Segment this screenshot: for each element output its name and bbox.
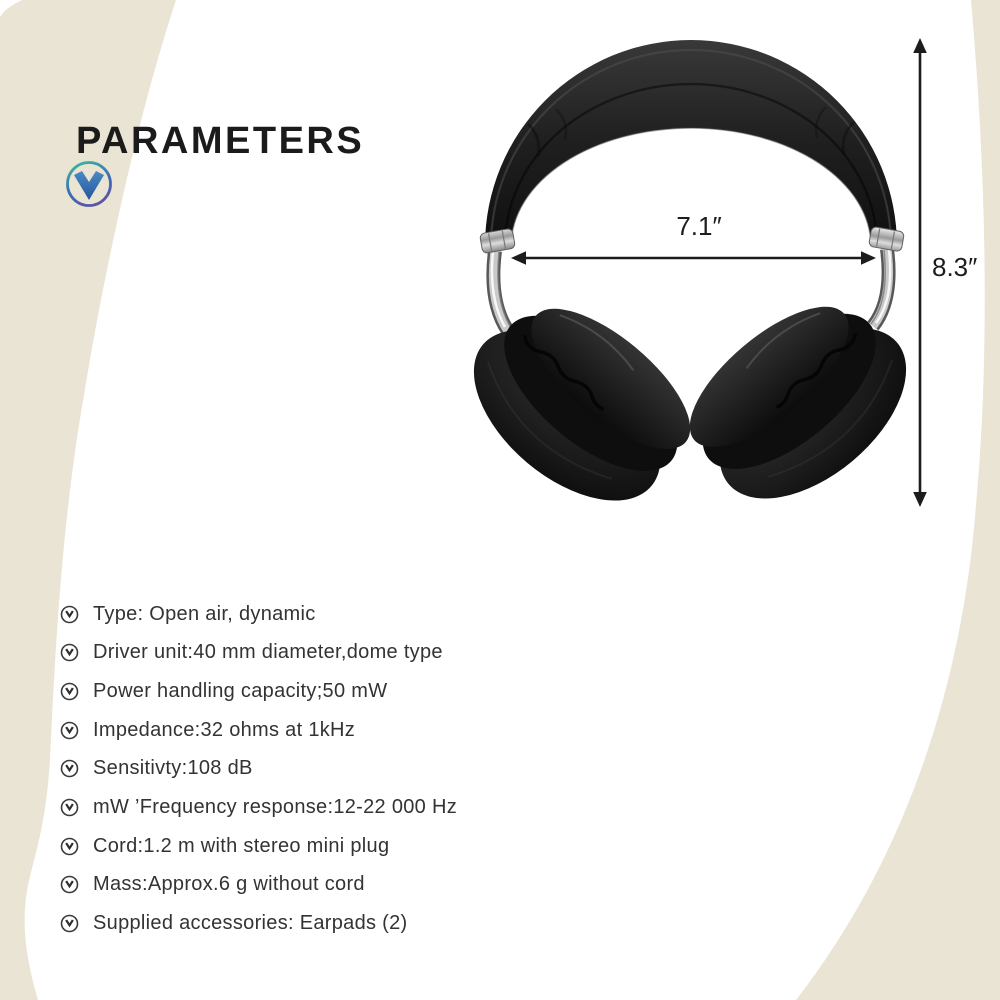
chevron-down-circle-icon	[60, 759, 79, 778]
spec-item	[60, 834, 457, 858]
chevron-down-circle-icon	[60, 682, 79, 701]
chevron-down-circle-icon	[60, 875, 79, 894]
spec-text: Driver unit:40 mm diameter,dome type	[93, 641, 443, 664]
left-ear-cup	[443, 271, 713, 533]
chevron-down-circle-icon	[60, 837, 79, 856]
chevron-down-circle-icon	[60, 721, 79, 740]
right-ear-cup	[667, 269, 937, 531]
left-hinge-ring	[480, 228, 516, 253]
spec-item	[60, 718, 457, 742]
spec-item	[60, 873, 457, 897]
spec-item	[60, 912, 457, 936]
spec-item	[60, 679, 457, 703]
chevron-down-circle-icon	[60, 605, 79, 624]
width-dimension-label: 7.1″	[676, 211, 722, 241]
spec-text: Cord:1.2 m with stereo mini plug	[93, 834, 390, 857]
height-arrow	[913, 38, 927, 507]
width-arrow	[511, 251, 876, 265]
spec-item	[60, 602, 457, 626]
spec-item	[60, 641, 457, 665]
chevron-down-circle-icon	[60, 643, 79, 662]
headphones-photo	[443, 40, 937, 534]
height-dimension-label: 8.3″	[932, 252, 978, 282]
right-hinge-ring	[869, 226, 905, 251]
spec-text: Impedance:32 ohms at 1kHz	[93, 718, 356, 741]
spec-text: Supplied accessories: Earpads (2)	[93, 912, 408, 934]
left-stem	[492, 251, 511, 331]
spec-text: mW ’Frequency response:12-22 000 Hz	[93, 795, 457, 818]
chevron-down-circle-icon	[60, 914, 79, 933]
spec-text: Power handling capacity;50 mW	[93, 679, 388, 702]
page-title: PARAMETERS	[76, 120, 365, 163]
spec-list	[60, 602, 457, 950]
spec-text: Type: Open air, dynamic	[93, 602, 316, 625]
chevron-down-circle-icon	[60, 798, 79, 817]
right-stem	[871, 249, 890, 326]
spec-text: Sensitivty:108 dB	[93, 757, 253, 780]
spec-item	[60, 795, 457, 819]
spec-text: Mass:Approx.6 g without cord	[93, 873, 365, 896]
spec-item	[60, 757, 457, 781]
chevron-down-circle-icon	[63, 158, 115, 210]
